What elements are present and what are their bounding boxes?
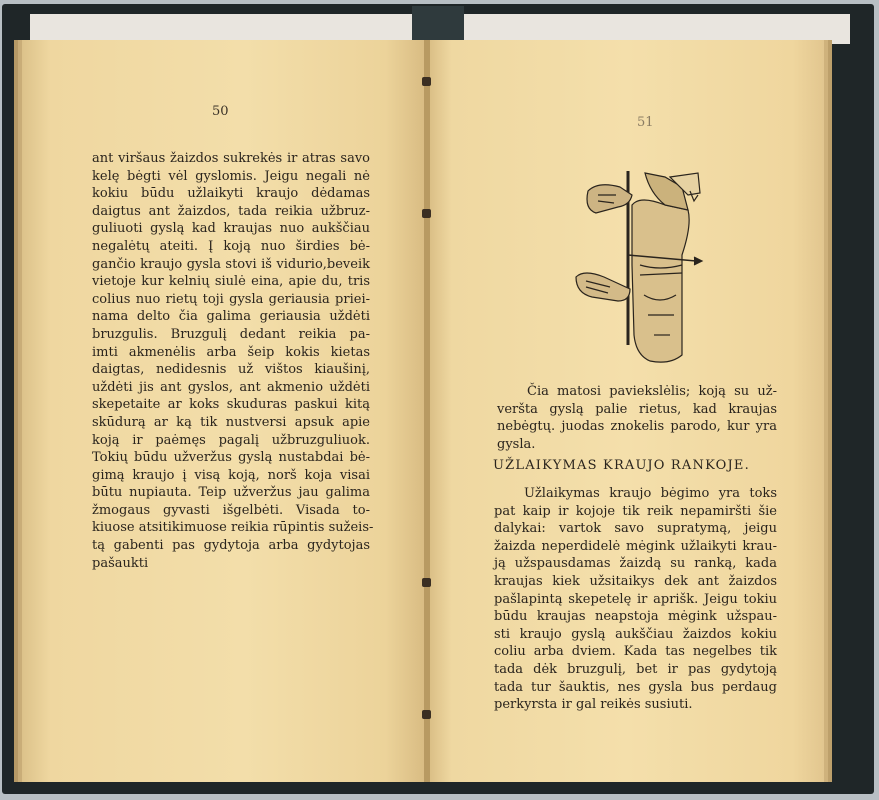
- right-page-number: 51: [637, 115, 654, 130]
- text-line: Tokių būdu užveržus gyslą nustabdai bė-: [92, 450, 370, 466]
- text-line: būdu kraujas neapstoja mėgink užspau-: [494, 609, 777, 625]
- left-page-text: [92, 150, 374, 572]
- text-line: kiuose atsitikimuose reikia rūpintis sužeis-: [92, 520, 374, 536]
- text-line: Užlaikymas kraujo bėgimo yra toks: [524, 486, 777, 501]
- text-line: skūdurą ar ką tik nustversi apsuk apie: [92, 414, 370, 430]
- text-line: daigtas, nedidesnis už vištos kiaušinį,: [92, 362, 370, 378]
- text-line: kelę bėgti vėl gyslomis. Jeigu negali nė: [92, 168, 370, 184]
- tourniquet-leg-illustration-icon: [570, 165, 710, 370]
- binding-stitch: [422, 710, 431, 719]
- text-line: tada tur šauktis, nes gysla bus perdaug: [494, 679, 777, 695]
- text-line: gimą kraujo į visą koją, norš koja visai: [92, 467, 370, 483]
- text-line: pat kaip ir kojoje tik reik nepamiršti šie: [494, 503, 777, 519]
- text-line: būtu nupiauta. Teip užveržus jau galima: [92, 485, 370, 501]
- text-line: negalėtų ateiti. Į koją nuo širdies bė-: [92, 238, 370, 254]
- text-line: tą gabenti pas gydytoja arba gydytojas: [92, 538, 370, 554]
- text-line: vietoje kur kelnių siulė eina, apie du, tris: [92, 274, 370, 290]
- text-line: uždėti jis ant gyslos, ant akmenio uždėti: [92, 379, 370, 395]
- text-line: tada dėk bruzgulį, bet ir pas gydytoją: [494, 661, 777, 677]
- text-line: perkyrsta ir gal reikės susiuti.: [494, 697, 693, 713]
- text-line: imti akmenėlis arba šeip kokis kietas: [92, 344, 370, 360]
- text-line: veršta gyslą palie rietus, kad kraujas: [497, 401, 777, 417]
- text-line: coliu arba dviem. Kada tas negelbes tik: [494, 644, 777, 660]
- page-gutter: [424, 40, 430, 782]
- text-line: Čia matosi paviekslėlis; koją su už-: [527, 384, 777, 399]
- text-line: gančio kraujo gysla stovi iš vidurio,beveik: [92, 256, 370, 272]
- text-line: ant viršaus žaizdos sukrekės ir atras savo: [92, 151, 370, 166]
- text-line: ją užspausdamas žaizdą su ranką, kada: [494, 556, 777, 572]
- text-line: nama delto čia galima geriausia uždėti: [92, 309, 370, 325]
- text-line: gysla.: [497, 436, 536, 452]
- section-heading: UŽLAIKYMAS KRAUJO RANKOJE.: [493, 458, 750, 473]
- text-line: colius nuo rietų toji gysla geriausia priei-: [92, 291, 370, 307]
- text-line: kokiu būdu užlaikyti kraujo dėdamas: [92, 186, 370, 202]
- text-line: pašlapintą skepetelę ir aprišk. Jeigu tokiu: [494, 591, 777, 607]
- text-line: koją ir paėmęs pagalį užbruzguliuok.: [92, 432, 370, 448]
- text-line: sti kraujo gyslą aukščiau žaizdos kokiu: [494, 626, 777, 642]
- text-line: skepetaite ar koks skuduras paskui kitą: [92, 397, 370, 413]
- text-line: žmogaus gyvasti išgelbėti. Visada to-: [92, 502, 370, 518]
- right-page-text: [494, 485, 777, 714]
- text-line: dalykai: vartok savo supratymą, jeigu: [494, 521, 777, 537]
- illustration-caption: [497, 383, 777, 453]
- text-line: daigtus ant žaizdos, tada reikia užbruz-: [92, 203, 370, 219]
- text-line: pašaukti: [92, 555, 149, 571]
- text-line: žaizda neperdidelė mėgink užlaikyti krau-: [494, 538, 777, 554]
- text-line: kraujas kiek užsitaikys dek ant žaizdos: [494, 573, 777, 589]
- binding-stitch: [422, 209, 431, 218]
- text-line: guliuoti gyslą kad kraujas nuo aukščiau: [92, 221, 370, 237]
- text-line: bruzgulis. Bruzgulį dedant reikia pa-: [92, 326, 370, 342]
- binding-stitch: [422, 77, 431, 86]
- text-line: nebėgtų. juodas znokelis parodo, kur yra: [497, 419, 777, 435]
- binding-stitch: [422, 578, 431, 587]
- left-page-number: 50: [212, 104, 229, 119]
